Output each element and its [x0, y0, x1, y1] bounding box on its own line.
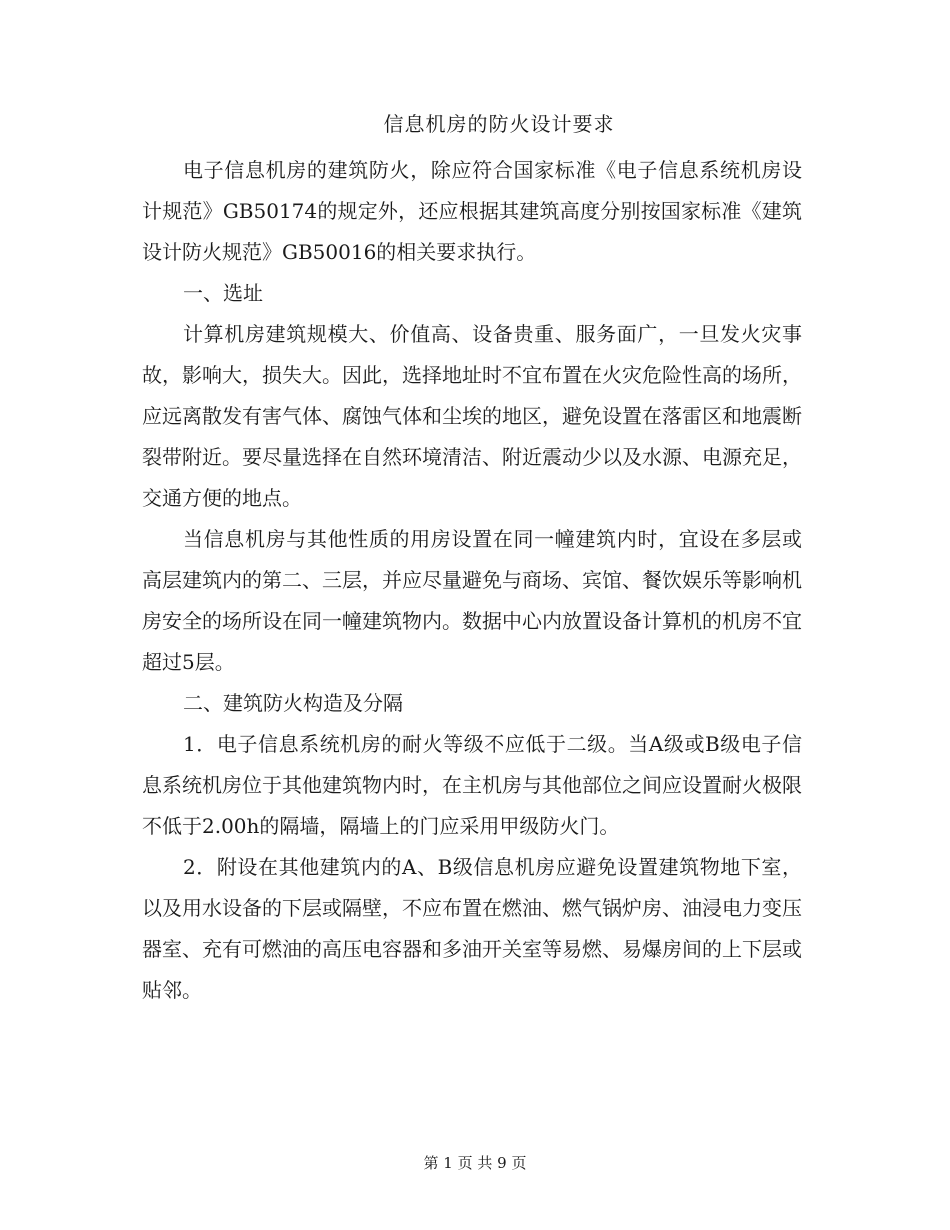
section-heading-fire-construction: 二、建筑防火构造及分隔 — [183, 691, 403, 715]
paragraph-site-selection: 计算机房建筑规模大、价值高、设备贵重、服务面广，一旦发火灾事故，影响大，损失大。因此，选择地址时不宜布置在火灾危险性高的场所，应远离散发有害气体、腐蚀气体和尘埃的地区，避免设置在落雷区和地震断裂带附近。要尽量选择在自然环境清洁、附近震动少以及水源、电源充足，交通方便的地点。 — [142, 322, 802, 510]
page-number-label: 第 1 页 共 9 页 — [423, 1154, 527, 1172]
paragraph-item-2: 2．附设在其他建筑内的A、B级信息机房应避免设置建筑物地下室，以及用水设备的下层或隔壁，不应布置在燃油、燃气锅炉房、油浸电力变压器室、充有可燃油的高压电容器和多油开关室等易燃、易爆房间的上下层或贴邻。 — [142, 855, 802, 1002]
page-number-footer — [0, 1152, 950, 1173]
section-heading-site-selection: 一、选址 — [183, 281, 263, 305]
paragraph-item-1: 1．电子信息系统机房的耐火等级不应低于二级。当A级或B级电子信息系统机房位于其他建筑物内时，在主机房与其他部位之间应设置耐火极限不低于2.00h的隔墙，隔墙上的门应采用甲级防火门。 — [142, 732, 802, 838]
paragraph-intro: 电子信息机房的建筑防火，除应符合国家标准《电子信息系统机房设计规范》GB50174的规定外，还应根据其建筑高度分别按国家标准《建筑设计防火规范》GB50016的相关要求执行。 — [142, 158, 802, 264]
document-title: 信息机房的防火设计要求 — [383, 112, 615, 136]
document-body — [142, 150, 802, 1011]
paragraph-floor-placement: 当信息机房与其他性质的用房设置在同一幢建筑内时，宜设在多层或高层建筑内的第二、三层，并应尽量避免与商场、宾馆、餐饮娱乐等影响机房安全的场所设在同一幢建筑物内。数据中心内放置设备计算机的机房不宜超过5层。 — [142, 527, 802, 674]
